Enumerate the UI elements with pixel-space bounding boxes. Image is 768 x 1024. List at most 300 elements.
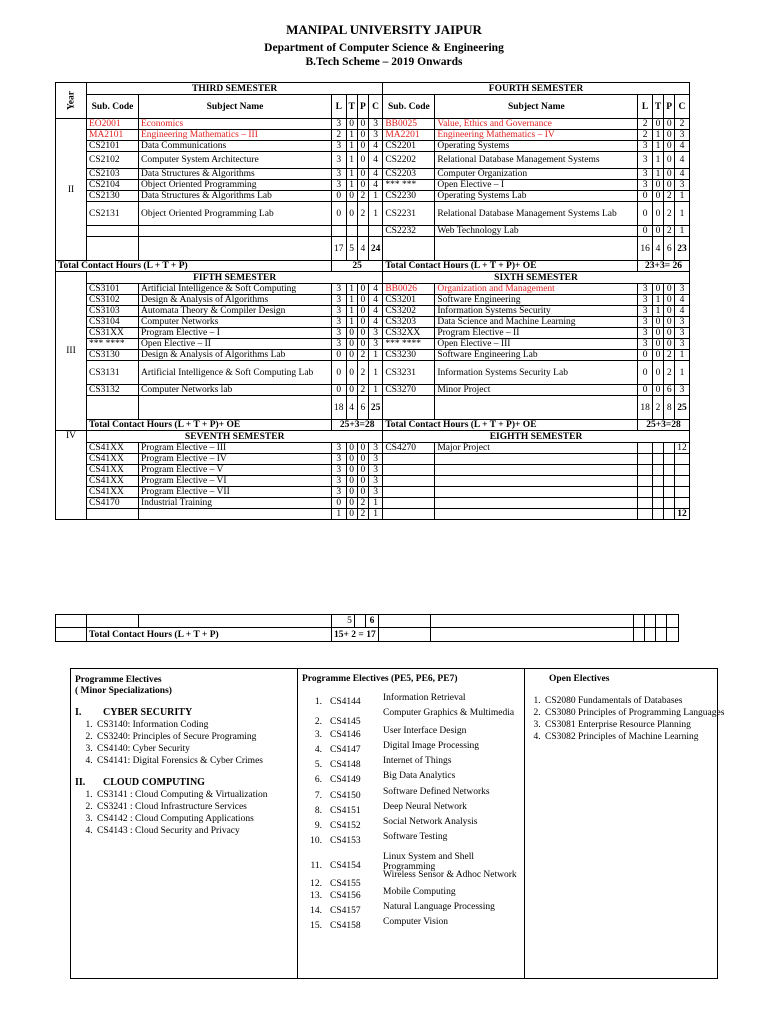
- empty-cell: [638, 498, 653, 509]
- empty-cell: [638, 454, 653, 465]
- open-elective-item: 1. CS2080 Fundamentals of Databases: [543, 695, 725, 707]
- empty-cell: [652, 476, 663, 487]
- subject-c: 3: [368, 443, 383, 454]
- subject-p: 0: [664, 328, 675, 339]
- subject-c: 1: [675, 361, 690, 385]
- empty-cell: [87, 237, 139, 261]
- empty-cell: [383, 476, 435, 487]
- subject-name: Artificial Intelligence & Soft Computing: [139, 284, 332, 295]
- subject-code: CS2131: [87, 202, 139, 226]
- specialization-name: CYBER SECURITY: [103, 707, 193, 718]
- subject-code: CS3132: [87, 385, 139, 396]
- subject-code: CS4170: [87, 498, 139, 509]
- ltpc-header: P: [664, 95, 675, 119]
- subject-name: Data Structures & Algorithms: [139, 169, 332, 180]
- subject-code: CS3131: [87, 361, 139, 385]
- subject-p: 0: [664, 180, 675, 191]
- empty-cell: [435, 509, 638, 520]
- empty-cell: [638, 443, 653, 454]
- subject-l: 3: [638, 328, 653, 339]
- subject-code: CS41XX: [87, 476, 139, 487]
- subject-row: [56, 361, 690, 385]
- pe-name: Natural Language Processing: [383, 902, 495, 912]
- subject-l: 0: [638, 202, 653, 226]
- subject-code: CS2202: [383, 152, 435, 169]
- oe-heading: Open Electives: [549, 674, 610, 684]
- subject-t: 0: [346, 350, 357, 361]
- empty-cell: [652, 487, 663, 498]
- subject-code: CS2103: [87, 169, 139, 180]
- empty-cell: [652, 465, 663, 476]
- subject-t: 0: [652, 339, 663, 350]
- pe-number: 6.: [314, 775, 322, 785]
- subject-code: CS3201: [383, 295, 435, 306]
- pe-code: CS4145: [330, 717, 361, 727]
- subject-c: 4: [675, 295, 690, 306]
- subject-l: 3: [332, 443, 347, 454]
- subject-name: Industrial Training: [139, 498, 332, 509]
- subject-p: 2: [664, 191, 675, 202]
- subject-p: 0: [664, 339, 675, 350]
- subject-t: 0: [346, 476, 357, 487]
- subject-p: 2: [664, 202, 675, 226]
- contact-hours-label: Total Contact Hours (L + T + P): [56, 261, 332, 272]
- open-elective-item: 2. CS3080 Principles of Programming Languages: [543, 707, 725, 719]
- subject-c: 3: [675, 328, 690, 339]
- total-c: 1: [368, 509, 383, 520]
- total-l: 1: [332, 509, 347, 520]
- empty-cell: [435, 237, 638, 261]
- pe-number: 12.: [310, 879, 322, 889]
- subject-l: 3: [638, 141, 653, 152]
- subject-p: 0: [357, 454, 368, 465]
- pe-name: Mobile Computing: [383, 887, 456, 897]
- subject-p: 2: [664, 350, 675, 361]
- subject-row: [56, 339, 690, 350]
- column-header-row: [56, 95, 690, 119]
- subject-l: 3: [332, 454, 347, 465]
- subject-row: [56, 130, 690, 141]
- ltpc-header: L: [638, 95, 653, 119]
- subject-c: 3: [675, 317, 690, 328]
- subject-p: 0: [357, 443, 368, 454]
- subject-c: 3: [368, 487, 383, 498]
- pe-number: 15.: [310, 921, 322, 931]
- subject-c: 3: [368, 119, 383, 130]
- pe-number: 14.: [310, 906, 322, 916]
- subject-row: [56, 465, 690, 476]
- pe-name: Wireless Sensor & Adhoc Network: [383, 870, 517, 880]
- total-t: 0: [346, 509, 357, 520]
- pe-name: Digital Image Processing: [383, 741, 480, 751]
- pe-number: 5.: [314, 760, 322, 770]
- total-p: 6: [357, 396, 368, 420]
- subject-p: 0: [664, 119, 675, 130]
- pe-code: CS4155: [330, 879, 361, 889]
- subject-c: 1: [368, 385, 383, 396]
- subject-l: 3: [332, 180, 347, 191]
- subject-row: [56, 350, 690, 361]
- subject-c: 4: [675, 152, 690, 169]
- course-item: 1. CS3141 : Cloud Computing & Virtualization: [95, 789, 297, 801]
- subject-l: 2: [332, 130, 347, 141]
- empty-cell: [87, 509, 139, 520]
- electives-box: [70, 668, 725, 979]
- total-c: 12: [675, 509, 690, 520]
- empty-cell: [652, 443, 663, 454]
- subject-name: Open Elective – I: [435, 180, 638, 191]
- subject-l: 3: [332, 487, 347, 498]
- empty-cell: [87, 396, 139, 420]
- total-c: 25: [368, 396, 383, 420]
- open-elective-item: 4. CS3082 Principles of Machine Learning: [543, 731, 725, 743]
- subject-p: 0: [357, 130, 368, 141]
- subject-p: 2: [357, 350, 368, 361]
- subject-t: 0: [346, 361, 357, 385]
- subject-code: CS41XX: [87, 454, 139, 465]
- subject-code: CS2102: [87, 152, 139, 169]
- pe-number: 8.: [314, 806, 322, 816]
- subject-t: 1: [346, 152, 357, 169]
- subject-name: Value, Ethics and Governance: [435, 119, 638, 130]
- empty-cell: [675, 498, 690, 509]
- subject-code: CS32XX: [383, 328, 435, 339]
- total-t: 4: [346, 396, 357, 420]
- empty-cell: [435, 476, 638, 487]
- course-item: 2. CS3241 : Cloud Infrastructure Services: [95, 801, 297, 813]
- summary-table: [55, 614, 679, 642]
- subject-code: MA2101: [87, 130, 139, 141]
- subject-code: CS2201: [383, 141, 435, 152]
- subject-code: *** ***: [383, 180, 435, 191]
- subject-row: [56, 385, 690, 396]
- empty-cell: [357, 226, 368, 237]
- total-p: 4: [357, 237, 368, 261]
- subject-row: [56, 317, 690, 328]
- empty-cell: [664, 498, 675, 509]
- subject-c: 1: [368, 350, 383, 361]
- subject-l: 3: [638, 306, 653, 317]
- subject-c: 4: [368, 180, 383, 191]
- subject-t: 0: [652, 361, 663, 385]
- subject-p: 6: [664, 385, 675, 396]
- subject-name: Program Elective – IV: [139, 454, 332, 465]
- summary-contact-row: [56, 628, 679, 642]
- pe-number: 1.: [314, 697, 322, 707]
- subject-name: Program Elective – I: [139, 328, 332, 339]
- specialization-title: [75, 707, 297, 719]
- subject-c: 3: [675, 284, 690, 295]
- subject-l: 3: [332, 339, 347, 350]
- open-electives-column: [525, 669, 725, 978]
- subject-p: 0: [357, 180, 368, 191]
- subject-t: 0: [346, 465, 357, 476]
- pe-name: Information Retrieval: [383, 693, 466, 703]
- subject-code: BB0025: [383, 119, 435, 130]
- summary-contact-label: Total Contact Hours (L + T + P): [87, 628, 332, 642]
- empty-cell: [675, 465, 690, 476]
- subject-code: CS2130: [87, 191, 139, 202]
- subject-row: [56, 180, 690, 191]
- subject-l: 3: [332, 119, 347, 130]
- subject-t: 0: [652, 385, 663, 396]
- subject-l: 3: [332, 476, 347, 487]
- subject-p: 0: [664, 317, 675, 328]
- subject-name-header: Subject Name: [435, 95, 638, 119]
- subject-name: Open Elective – III: [435, 339, 638, 350]
- subject-c: 4: [368, 284, 383, 295]
- specialization-title: [75, 777, 297, 789]
- empty-cell: [638, 487, 653, 498]
- year-header: Year: [56, 83, 87, 119]
- subject-name: Operating Systems Lab: [435, 191, 638, 202]
- ltpc-header: L: [332, 95, 347, 119]
- university-title: MANIPAL UNIVERSITY JAIPUR: [286, 22, 482, 37]
- empty-cell: [368, 226, 383, 237]
- semester-title: THIRD SEMESTER: [87, 83, 383, 95]
- specialization-name: CLOUD COMPUTING: [103, 777, 205, 788]
- subject-c: 4: [368, 152, 383, 169]
- empty-cell: [664, 454, 675, 465]
- subject-l: 2: [638, 130, 653, 141]
- subject-c: 4: [675, 306, 690, 317]
- subject-p: 0: [357, 476, 368, 487]
- subject-name: Operating Systems: [435, 141, 638, 152]
- subject-t: 1: [346, 284, 357, 295]
- subject-c: 3: [675, 130, 690, 141]
- pe-name: Internet of Things: [383, 756, 452, 766]
- minor-heading: Programme Electives: [75, 675, 162, 685]
- total-p: 8: [664, 396, 675, 420]
- subject-code: CS3231: [383, 361, 435, 385]
- subject-l: 3: [638, 295, 653, 306]
- subject-p: 0: [357, 317, 368, 328]
- subject-l: 0: [332, 350, 347, 361]
- subject-code: BB0026: [383, 284, 435, 295]
- empty-cell: [638, 476, 653, 487]
- subject-t: 0: [652, 191, 663, 202]
- subject-name: Program Elective – III: [139, 443, 332, 454]
- pe-code: CS4157: [330, 906, 361, 916]
- subject-t: 0: [652, 350, 663, 361]
- credits-total-row: [56, 396, 690, 420]
- pe-code: CS4158: [330, 921, 361, 931]
- subject-name: Design & Analysis of Algorithms Lab: [139, 350, 332, 361]
- empty-cell: [383, 454, 435, 465]
- semester-header-row: [56, 83, 690, 95]
- empty-cell: [664, 509, 675, 520]
- empty-cell: [675, 454, 690, 465]
- pe-number: 4.: [314, 745, 322, 755]
- subject-l: 3: [638, 284, 653, 295]
- pe-code: CS4148: [330, 760, 361, 770]
- subject-l: 0: [638, 385, 653, 396]
- subject-t: 0: [346, 498, 357, 509]
- pe-code: CS4150: [330, 791, 361, 801]
- pe-number: 11.: [310, 861, 322, 871]
- subject-name: Computer Networks lab: [139, 385, 332, 396]
- subject-c: 4: [368, 306, 383, 317]
- empty-cell: [675, 476, 690, 487]
- pe-code: CS4144: [330, 697, 361, 707]
- contact-hours-label: Total Contact Hours (L + T + P)+ OE: [383, 261, 638, 272]
- subject-l: 3: [332, 284, 347, 295]
- subject-row: [56, 443, 690, 454]
- pe-name: Deep Neural Network: [383, 802, 467, 812]
- subject-l: 3: [332, 328, 347, 339]
- subject-row: [56, 454, 690, 465]
- open-elective-item: 3. CS3081 Enterprise Resource Planning: [543, 719, 725, 731]
- pe-number: 13.: [310, 891, 322, 901]
- subject-code: CS3270: [383, 385, 435, 396]
- subject-c: 4: [368, 295, 383, 306]
- year-label: II: [56, 119, 87, 261]
- subject-name: Data Science and Machine Learning: [435, 317, 638, 328]
- subject-t: 0: [652, 119, 663, 130]
- subject-row: [56, 152, 690, 169]
- subject-name: Software Engineering Lab: [435, 350, 638, 361]
- subject-l: 3: [332, 152, 347, 169]
- empty-cell: [87, 226, 139, 237]
- empty-cell: [638, 465, 653, 476]
- subject-l: 3: [638, 339, 653, 350]
- pe-code: CS4153: [330, 836, 361, 846]
- subject-l: 0: [638, 191, 653, 202]
- subject-t: 0: [652, 202, 663, 226]
- subject-t: 0: [346, 191, 357, 202]
- subject-l: 0: [638, 361, 653, 385]
- subject-c: 3: [675, 385, 690, 396]
- sub-code-header: Sub. Code: [87, 95, 139, 119]
- subject-l: 3: [332, 317, 347, 328]
- empty-cell: [383, 487, 435, 498]
- subject-l: 0: [638, 226, 653, 237]
- subject-code: CS41XX: [87, 465, 139, 476]
- summary-credit: 6: [366, 615, 378, 628]
- subject-t: 1: [346, 180, 357, 191]
- pe-code: CS4154: [330, 861, 361, 871]
- subject-name: Program Elective – VI: [139, 476, 332, 487]
- course-item: 4. CS4143 : Cloud Security and Privacy: [95, 825, 297, 837]
- subject-row: [56, 284, 690, 295]
- empty-cell: [139, 509, 332, 520]
- pe-code: CS4156: [330, 891, 361, 901]
- empty-cell: [435, 498, 638, 509]
- empty-cell: [332, 226, 347, 237]
- subject-l: 3: [332, 306, 347, 317]
- subject-name: Relational Database Management Systems Lab: [435, 202, 638, 226]
- subject-t: 1: [346, 141, 357, 152]
- pe-code: CS4151: [330, 806, 361, 816]
- subject-l: 2: [638, 119, 653, 130]
- subject-c: 1: [368, 191, 383, 202]
- subject-p: 2: [664, 226, 675, 237]
- subject-t: 1: [346, 317, 357, 328]
- subject-code: CS3104: [87, 317, 139, 328]
- credits-total-row: [56, 237, 690, 261]
- pe-name: Computer Graphics & Multimedia: [383, 708, 515, 718]
- subject-row: [56, 498, 690, 509]
- empty-cell: [346, 226, 357, 237]
- subject-p: 0: [664, 306, 675, 317]
- subject-name: Automata Theory & Compiler Design: [139, 306, 332, 317]
- empty-cell: [383, 465, 435, 476]
- subject-t: 0: [346, 487, 357, 498]
- pe-name: Computer Vision: [383, 917, 448, 927]
- subject-code: CS3101: [87, 284, 139, 295]
- pe-number: 9.: [314, 821, 322, 831]
- subject-t: 1: [346, 295, 357, 306]
- subject-c: 4: [675, 141, 690, 152]
- oe-list: [513, 695, 725, 743]
- empty-cell: [664, 443, 675, 454]
- subject-p: 2: [357, 498, 368, 509]
- subject-name: Object Oriented Programming: [139, 180, 332, 191]
- subject-t: 0: [346, 443, 357, 454]
- subject-p: 0: [357, 487, 368, 498]
- subject-t: 0: [652, 328, 663, 339]
- subject-row: [56, 295, 690, 306]
- ltpc-header: T: [652, 95, 663, 119]
- specialization-number: I.: [75, 707, 82, 718]
- subject-t: 0: [346, 202, 357, 226]
- subject-code: CS41XX: [87, 443, 139, 454]
- subject-t: 1: [652, 295, 663, 306]
- empty-cell: [664, 465, 675, 476]
- subject-t: 0: [652, 226, 663, 237]
- subject-p: 0: [664, 130, 675, 141]
- empty-cell: [139, 396, 332, 420]
- subject-row: [56, 226, 690, 237]
- scheme-title: B.Tech Scheme – 2019 Onwards: [305, 56, 463, 68]
- subject-p: 0: [664, 152, 675, 169]
- total-l: 17: [332, 237, 347, 261]
- empty-cell: [383, 498, 435, 509]
- subject-name: Economics: [139, 119, 332, 130]
- ltpc-header: C: [675, 95, 690, 119]
- pe-code: CS4146: [330, 730, 361, 740]
- credits-total-row: [56, 509, 690, 520]
- subject-t: 0: [652, 317, 663, 328]
- subject-t: 0: [346, 385, 357, 396]
- total-p: 6: [664, 237, 675, 261]
- subject-code: MA2201: [383, 130, 435, 141]
- pe-number: 3.: [314, 730, 322, 740]
- subject-l: 0: [332, 361, 347, 385]
- subject-name: Engineering Mathematics – III: [139, 130, 332, 141]
- subject-p: 2: [357, 202, 368, 226]
- subject-p: 0: [357, 465, 368, 476]
- contact-hours-label: Total Contact Hours (L + T + P)+ OE: [87, 420, 332, 431]
- ltpc-header: C: [368, 95, 383, 119]
- programme-electives-column: [298, 669, 525, 978]
- total-l: 16: [638, 237, 653, 261]
- summary-credits-row: [56, 615, 679, 628]
- course-item: 1. CS3140: Information Coding: [95, 719, 297, 731]
- total-c: 23: [675, 237, 690, 261]
- subject-p: 0: [357, 339, 368, 350]
- empty-cell: [675, 487, 690, 498]
- subject-name: Data Structures & Algorithms Lab: [139, 191, 332, 202]
- subject-code: CS2231: [383, 202, 435, 226]
- subject-row: [56, 202, 690, 226]
- subject-t: 1: [346, 130, 357, 141]
- pe-code: CS4152: [330, 821, 361, 831]
- subject-name: Design & Analysis of Algorithms: [139, 295, 332, 306]
- subject-c: 3: [368, 476, 383, 487]
- subject-code: CS3230: [383, 350, 435, 361]
- subject-code: CS41XX: [87, 487, 139, 498]
